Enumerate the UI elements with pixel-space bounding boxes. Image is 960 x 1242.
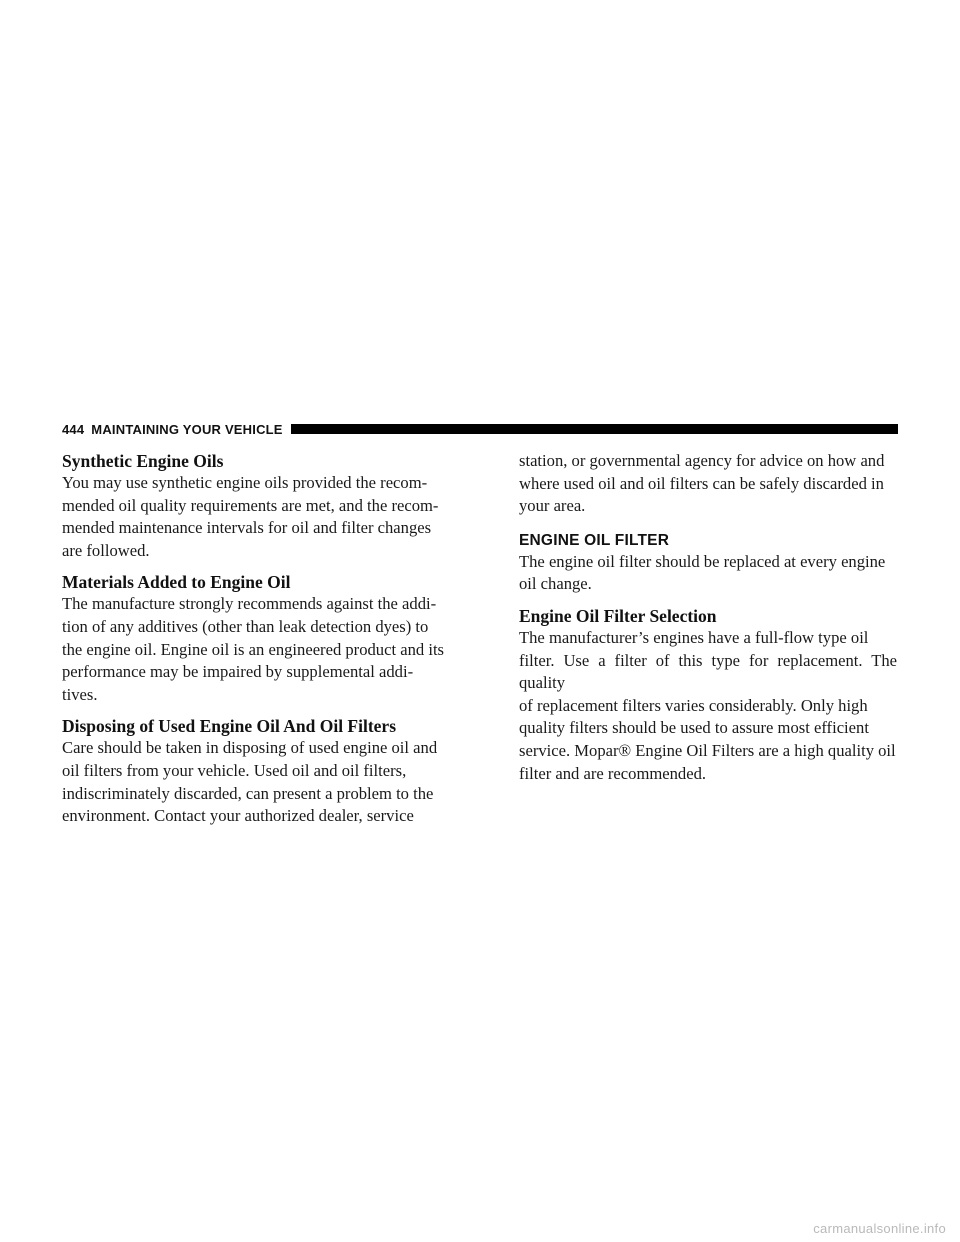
disposing-heading: Disposing of Used Engine Oil And Oil Filters	[62, 716, 397, 737]
text-line: where used oil and oil filters can be safely discarded in	[519, 473, 884, 493]
engine-oil-filter-heading: ENGINE OIL FILTER	[519, 531, 670, 549]
text-line: environment. Contact your authorized dealer, service	[62, 806, 414, 826]
text-line: filter and are recommended.	[519, 763, 707, 783]
text-line: The manufacture strongly recommends against the addi-	[62, 594, 437, 614]
text-line: tion of any additives (other than leak detection dyes) to	[62, 616, 429, 636]
text-line: station, or governmental agency for advice on how and	[519, 451, 885, 470]
synthetic-oils-heading: Synthetic Engine Oils	[62, 451, 224, 471]
text-line: are followed.	[62, 540, 150, 560]
text-line: performance may be impaired by supplemental addi-	[62, 662, 414, 682]
text-line: filter. Use a filter of this type for replacement. The quality	[519, 650, 897, 693]
text-line: mended maintenance intervals for oil and filter changes	[62, 518, 432, 538]
text-line: indiscriminately discarded, can present a problem to the	[62, 783, 434, 803]
right-column	[519, 450, 897, 785]
page-number: 444	[62, 421, 85, 437]
text-line: oil filters from your vehicle. Used oil and oil filters,	[62, 760, 407, 780]
running-header	[62, 420, 898, 438]
materials-added-paragraph	[62, 593, 492, 706]
watermark: carmanualsonline.info	[813, 1221, 946, 1236]
engine-oil-filter-paragraph	[519, 551, 897, 596]
header-rule	[291, 424, 898, 434]
text-line: mended oil quality requirements are met, and the recom-	[62, 495, 439, 515]
text-line: The manufacturer’s engines have a full-flow type oil	[519, 627, 869, 647]
left-column	[62, 450, 492, 828]
text-line: tives.	[62, 684, 98, 704]
text-line: The engine oil filter should be replaced at every engine	[519, 551, 886, 571]
text-line: your area.	[519, 496, 586, 516]
disposing-paragraph	[62, 737, 492, 827]
synthetic-oils-paragraph	[62, 472, 492, 562]
text-line: Care should be taken in disposing of used engine oil and	[62, 738, 438, 758]
text-line: You may use synthetic engine oils provided the recom-	[62, 473, 428, 492]
text-line: the engine oil. Engine oil is an engineered product and its	[62, 639, 445, 659]
materials-added-heading: Materials Added to Engine Oil	[62, 572, 291, 593]
disposing-continuation-paragraph	[519, 450, 897, 518]
filter-selection-paragraph	[519, 627, 897, 785]
text-line: oil change.	[519, 574, 592, 594]
filter-selection-heading: Engine Oil Filter Selection	[519, 605, 717, 626]
text-line: of replacement filters varies considerably. Only high	[519, 695, 868, 715]
text-line: service. Mopar® Engine Oil Filters are a high quality oil	[519, 740, 896, 760]
text-line: quality filters should be used to assure most efficient	[519, 718, 869, 738]
section-title: MAINTAINING YOUR VEHICLE	[91, 421, 283, 437]
